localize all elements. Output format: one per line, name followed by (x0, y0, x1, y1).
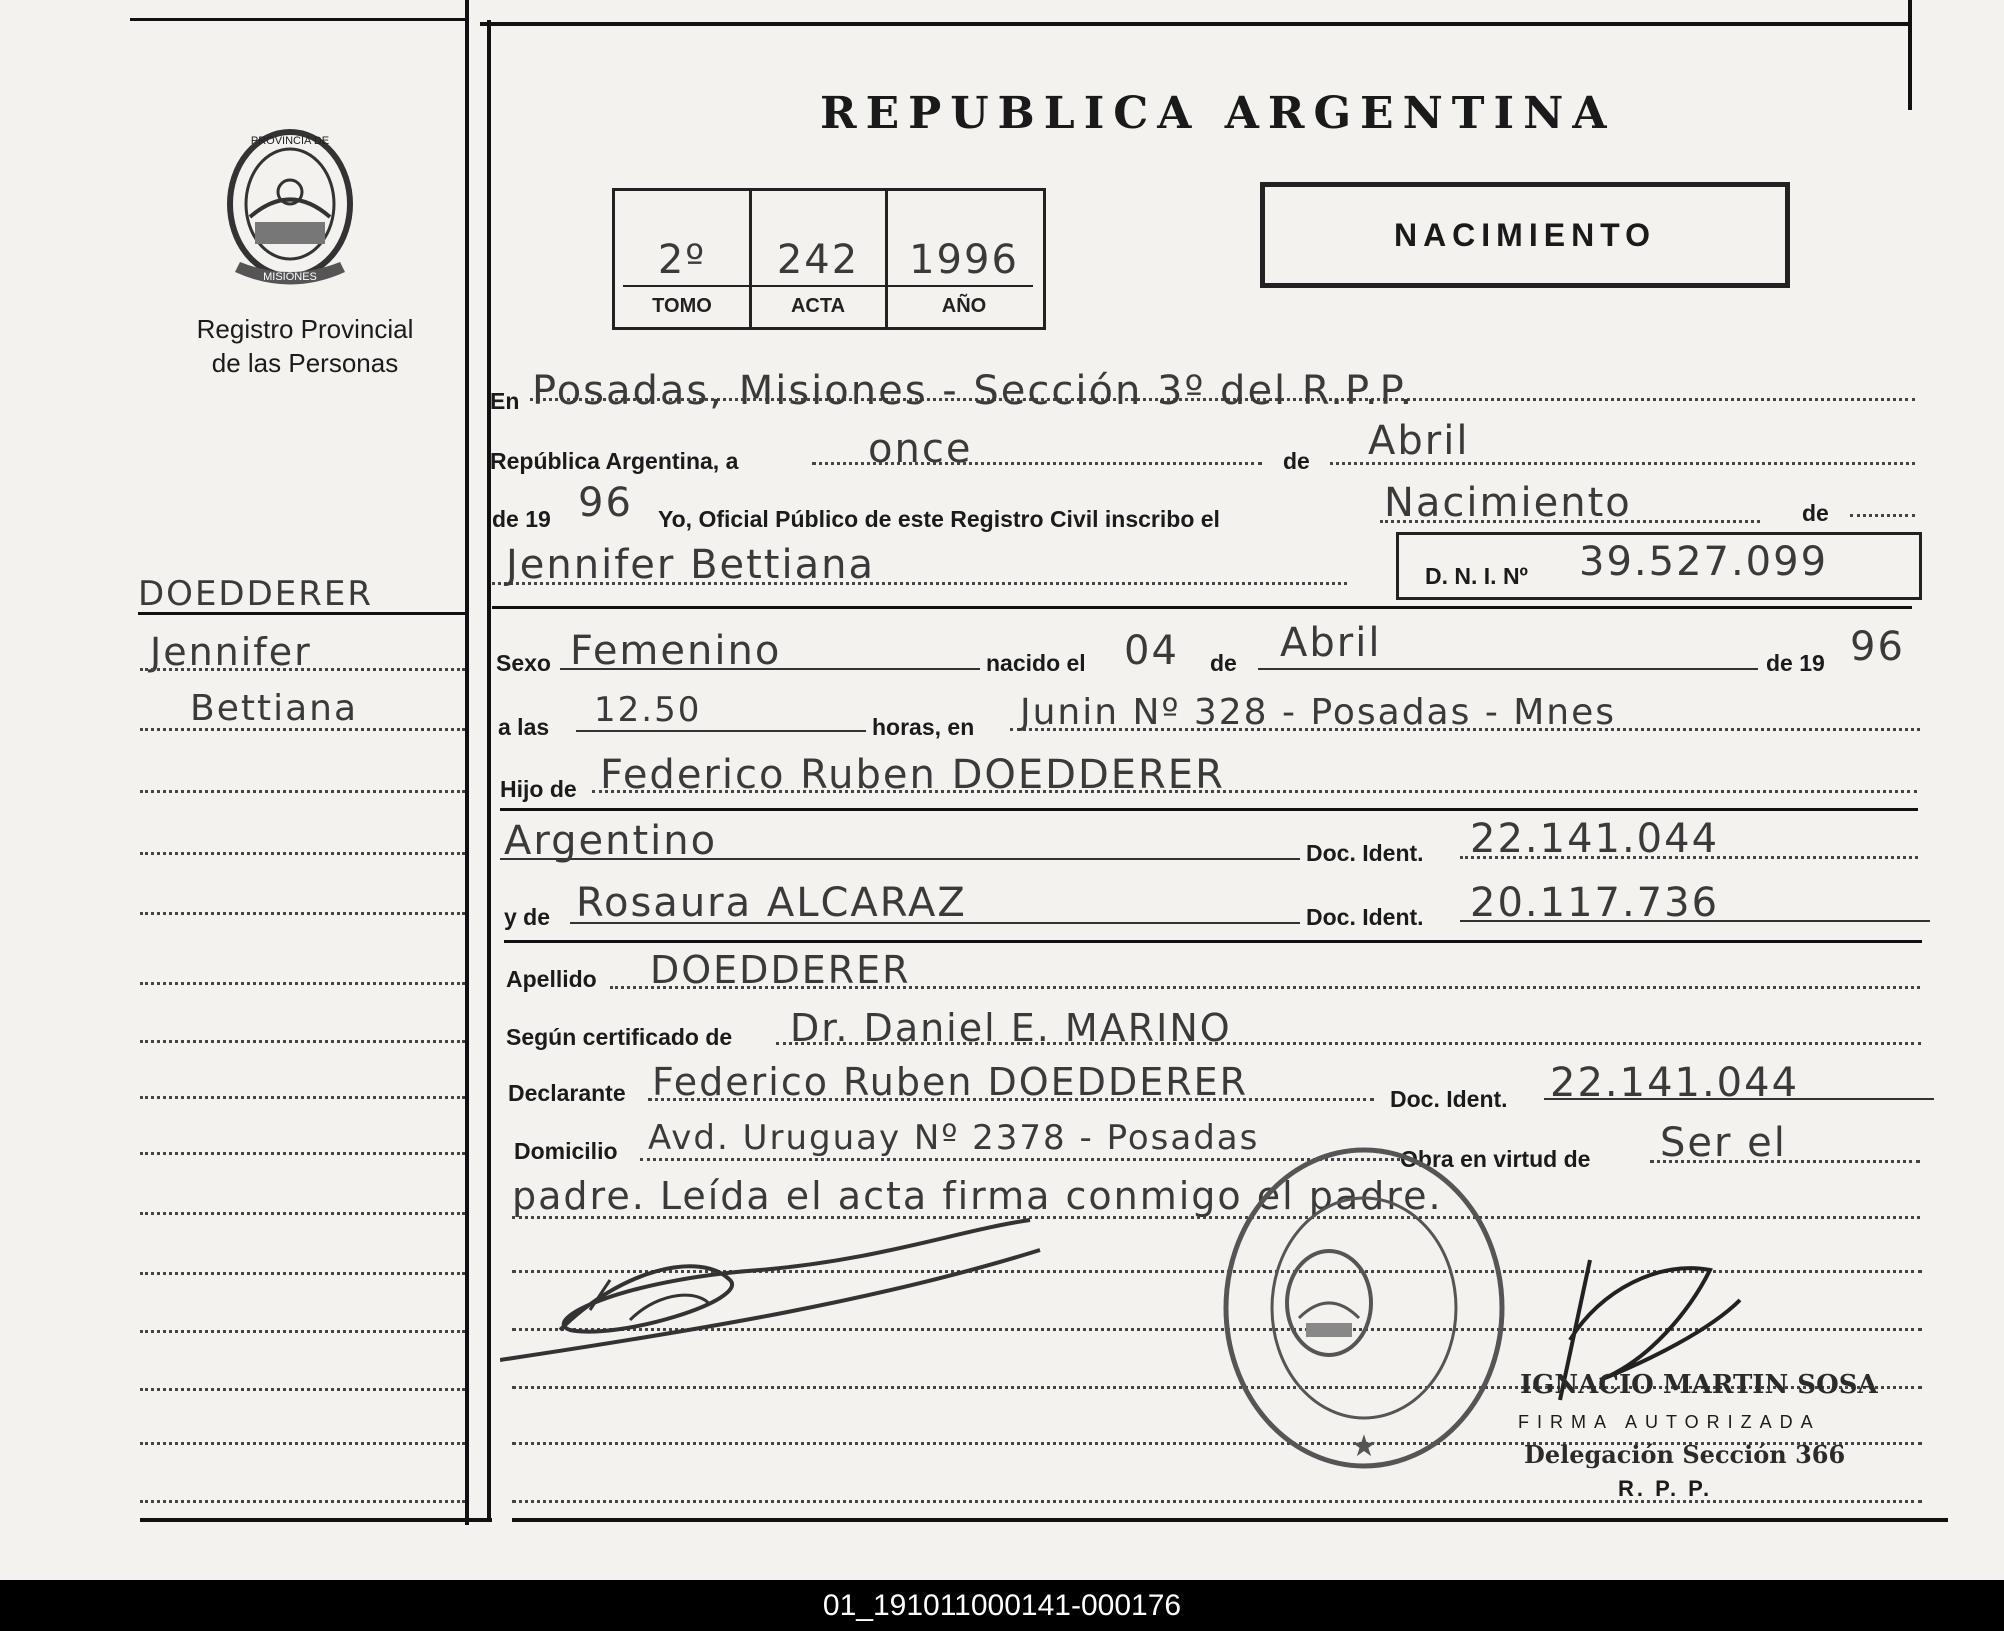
nacimiento-de-label: de (1210, 650, 1237, 676)
acto-de-label: de (1802, 500, 1829, 526)
margin-given-name-2: Bettiana (190, 688, 359, 729)
dni-label: D. N. I. Nº (1425, 563, 1528, 589)
acta-label: ACTA (790, 295, 846, 317)
official-title: FIRMA AUTORIZADA (1518, 1412, 1821, 1432)
top-rule-right (480, 22, 1910, 26)
acta-value: 242 (776, 237, 860, 283)
nacido-label: nacido el (986, 650, 1086, 676)
sexo-value: Femenino (570, 628, 782, 674)
declarante-doc-value: 22.141.044 (1550, 1060, 1800, 1106)
domicilio-value: Avd. Uruguay Nº 2378 - Posadas (648, 1118, 1260, 1158)
certificado-label: Según certificado de (506, 1024, 733, 1050)
official-name: IGNACIO MARTIN SOSA (1520, 1370, 1878, 1400)
dni-value: 39.527.099 (1579, 539, 1829, 585)
inscripto-nombre-value: Jennifer Bettiana (506, 542, 875, 588)
official-office: R. P. P. (1618, 1476, 1713, 1501)
fecha-dia-value: once (868, 426, 973, 472)
margin-bottom-rule (140, 1518, 492, 1522)
logo-text-top: PROVINCIA DE (250, 135, 330, 147)
official-delegation: Delegación Sección 366 (1524, 1440, 1846, 1469)
nacimiento-dia-value: 04 (1124, 628, 1179, 674)
domicilio-label: Domicilio (514, 1138, 618, 1164)
tomo-label: TOMO (652, 295, 712, 317)
page-title: REPUBLICA ARGENTINA (820, 88, 1616, 139)
madre-doc-value: 20.117.736 (1470, 880, 1720, 926)
en-label: En (490, 388, 520, 414)
column-separator-right (487, 20, 491, 1520)
declarante-value: Federico Ruben DOEDDERER (652, 1060, 1249, 1104)
padre-doc-label: Doc. Ident. (1306, 840, 1424, 866)
apellido-label: Apellido (506, 966, 597, 992)
nacimiento-anio-value: 96 (1850, 624, 1905, 670)
hora-value: 12.50 (594, 690, 702, 730)
top-right-edge (1908, 0, 1912, 110)
registry-name-line1: Registro Provincial (196, 314, 414, 344)
svg-text:★: ★ (1350, 1430, 1378, 1463)
horas-en-label: horas, en (872, 714, 975, 740)
en-value: Posadas, Misiones - Sección 3º del R.P.P. (532, 368, 1415, 414)
anio-inscripcion-value: 96 (578, 480, 633, 526)
apellido-value: DOEDDERER (650, 948, 911, 992)
record-type-box (1260, 182, 1790, 288)
sexo-label: Sexo (496, 650, 551, 676)
obra-label: Obra en virtud de (1400, 1146, 1591, 1172)
certificado-value: Dr. Daniel E. MARINO (790, 1006, 1232, 1050)
declarante-doc-label: Doc. Ident. (1390, 1086, 1508, 1112)
republica-label: República Argentina, a (490, 448, 739, 474)
anio-prefix-label: de 19 (492, 506, 551, 532)
registry-name-line2: de las Personas (211, 348, 399, 378)
obra-value: Ser el (1660, 1120, 1787, 1166)
record-number-box (612, 188, 1046, 330)
declarante-label: Declarante (508, 1080, 626, 1106)
provincial-coat-of-arms-logo (215, 122, 365, 290)
padre-doc-value: 22.141.044 (1470, 816, 1720, 862)
madre-nombre-value: Rosaura ALCARAZ (576, 880, 967, 926)
madre-doc-label: Doc. Ident. (1306, 904, 1424, 930)
oficial-publico-text: Yo, Oficial Público de este Registro Civil inscribo el (658, 506, 1220, 532)
nacimiento-mes-value: Abril (1280, 620, 1382, 666)
madre-label: y de (504, 904, 551, 930)
lugar-nacimiento-value: Junin Nº 328 - Posadas - Mnes (1020, 692, 1617, 733)
republica-de-label: de (1283, 448, 1310, 474)
registry-name (150, 312, 460, 380)
declarant-signature (500, 1210, 1060, 1370)
dni-box (1396, 532, 1922, 600)
padre-nacionalidad-value: Argentino (504, 818, 718, 864)
fecha-mes-value: Abril (1368, 418, 1470, 464)
anio-value: 1996 (909, 237, 1019, 283)
rule-after-name (492, 606, 1912, 609)
margin-surname: DOEDDERER (138, 574, 373, 614)
logo-text-bottom: MISIONES (263, 271, 317, 283)
bottom-rule (512, 1518, 1948, 1522)
anio-label: AÑO (941, 295, 987, 317)
hora-label: a las (498, 714, 550, 740)
hijo-de-label: Hijo de (500, 776, 577, 802)
nacimiento-anio-label: de 19 (1766, 650, 1825, 676)
record-type-label: NACIMIENTO (1393, 217, 1657, 253)
acto-value: Nacimiento (1384, 480, 1632, 526)
margin-given-name-1: Jennifer (150, 630, 312, 674)
file-id-footer: 01_191011000141-000176 (0, 1580, 2004, 1631)
top-rule-left (130, 18, 465, 21)
continuation-value: padre. Leída el acta firma conmigo el padre. (512, 1174, 1443, 1218)
tomo-value: 2º (657, 237, 707, 283)
padre-nombre-value: Federico Ruben DOEDDERER (600, 752, 1225, 798)
official-registry-seal (1214, 1138, 1514, 1478)
column-separator-left (465, 0, 469, 1525)
